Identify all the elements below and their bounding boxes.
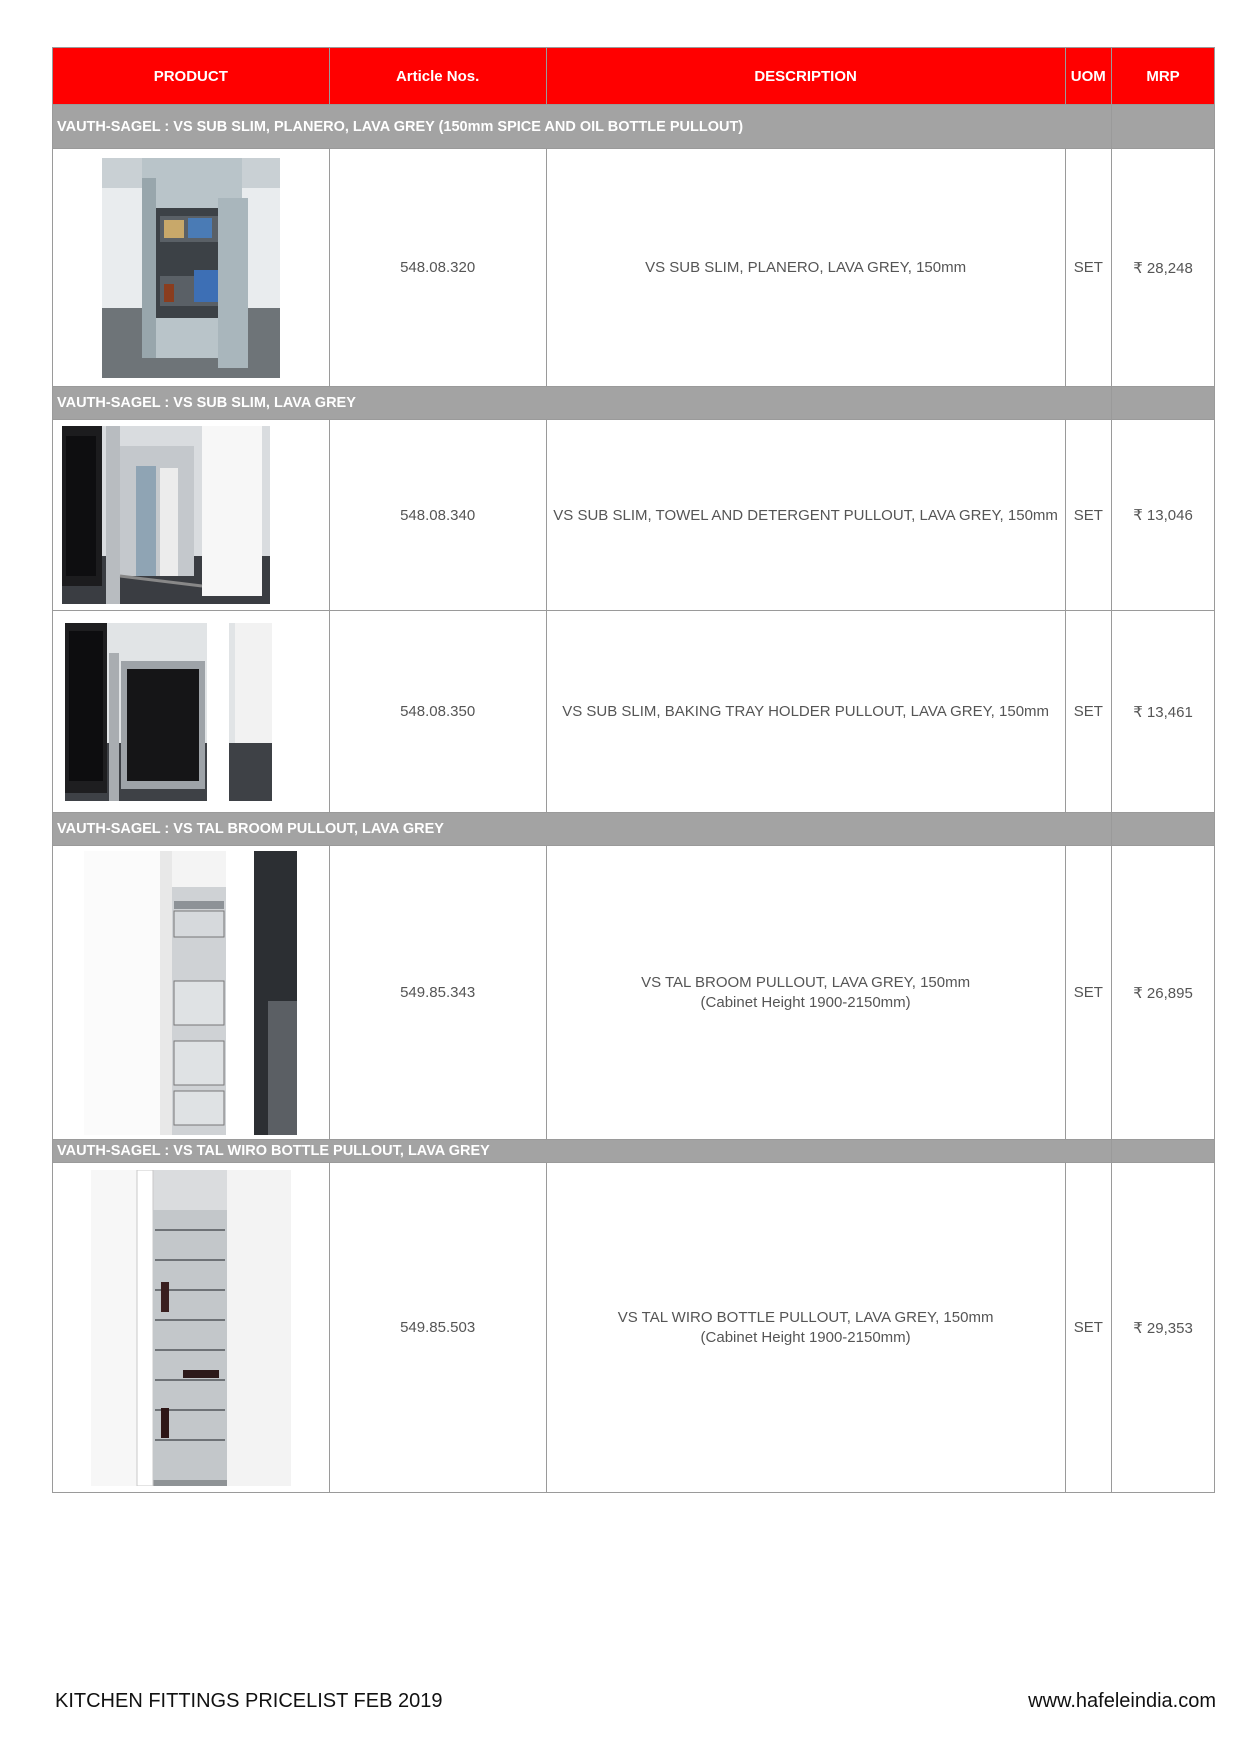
header-description: DESCRIPTION [546,48,1065,105]
product-image-cell [53,846,330,1140]
section-blank [1112,105,1215,149]
description-line: VS TAL WIRO BOTTLE PULLOUT, LAVA GREY, 150mm [617,1309,994,1326]
description [546,420,1065,611]
table-row [53,420,1215,611]
uom: SET [1065,149,1111,387]
product-photo [84,851,297,1135]
uom: SET [1065,611,1111,813]
footer-website-link[interactable]: www.hafeleindia.com [1028,1690,1216,1712]
product-photo [91,1170,291,1486]
description [546,1163,1065,1493]
header-product: PRODUCT [53,48,330,105]
product-photo [65,623,272,801]
article-number: 549.85.343 [329,846,546,1140]
section-blank [1112,387,1215,420]
section-header-row [53,813,1215,846]
table-row [53,149,1215,387]
mrp: ₹ 13,461 [1112,611,1215,813]
description-line-2: (Cabinet Height 1900-2150mm) [700,994,911,1011]
mrp: ₹ 28,248 [1112,149,1215,387]
header-article: Article Nos. [329,48,546,105]
product-photo [62,426,270,604]
table-row [53,611,1215,813]
product-image-cell [53,420,330,611]
mrp: ₹ 29,353 [1112,1163,1215,1493]
price-table [52,47,1215,1493]
section-blank [1112,813,1215,846]
table-row [53,1163,1215,1493]
product-photo [102,158,280,378]
description-line: VS TAL BROOM PULLOUT, LAVA GREY, 150mm [641,974,971,991]
description [546,846,1065,1140]
section-header-row [53,105,1215,149]
uom: SET [1065,420,1111,611]
section-header-row [53,1140,1215,1163]
article-number: 548.08.350 [329,611,546,813]
description-line: VS SUB SLIM, BAKING TRAY HOLDER PULLOUT, LAVA GREY, 150mm [562,703,1050,720]
uom: SET [1065,1163,1111,1493]
table-header-row [53,48,1215,105]
section-title: VAUTH-SAGEL : VS SUB SLIM, PLANERO, LAVA GREY (150mm SPICE AND OIL BOTTLE PULLOUT) [53,105,1112,149]
section-header-row [53,387,1215,420]
uom: SET [1065,846,1111,1140]
product-image-cell [53,1163,330,1493]
article-number: 548.08.320 [329,149,546,387]
article-number: 548.08.340 [329,420,546,611]
section-title: VAUTH-SAGEL : VS TAL WIRO BOTTLE PULLOUT, LAVA GREY [53,1140,1112,1163]
description [546,149,1065,387]
section-title: VAUTH-SAGEL : VS SUB SLIM, LAVA GREY [53,387,1112,420]
mrp: ₹ 13,046 [1112,420,1215,611]
section-blank [1112,1140,1215,1163]
product-image-cell [53,149,330,387]
header-mrp: MRP [1112,48,1215,105]
product-image-cell [53,611,330,813]
table-row [53,846,1215,1140]
description [546,611,1065,813]
mrp: ₹ 26,895 [1112,846,1215,1140]
header-uom: UOM [1065,48,1111,105]
footer-title: KITCHEN FITTINGS PRICELIST FEB 2019 [55,1690,443,1712]
description-line: VS SUB SLIM, TOWEL AND DETERGENT PULLOUT, LAVA GREY, 150mm [553,506,1058,524]
description-line-2: (Cabinet Height 1900-2150mm) [700,1329,911,1346]
section-title: VAUTH-SAGEL : VS TAL BROOM PULLOUT, LAVA GREY [53,813,1112,846]
description-line: VS SUB SLIM, PLANERO, LAVA GREY, 150mm [645,259,967,276]
article-number: 549.85.503 [329,1163,546,1493]
